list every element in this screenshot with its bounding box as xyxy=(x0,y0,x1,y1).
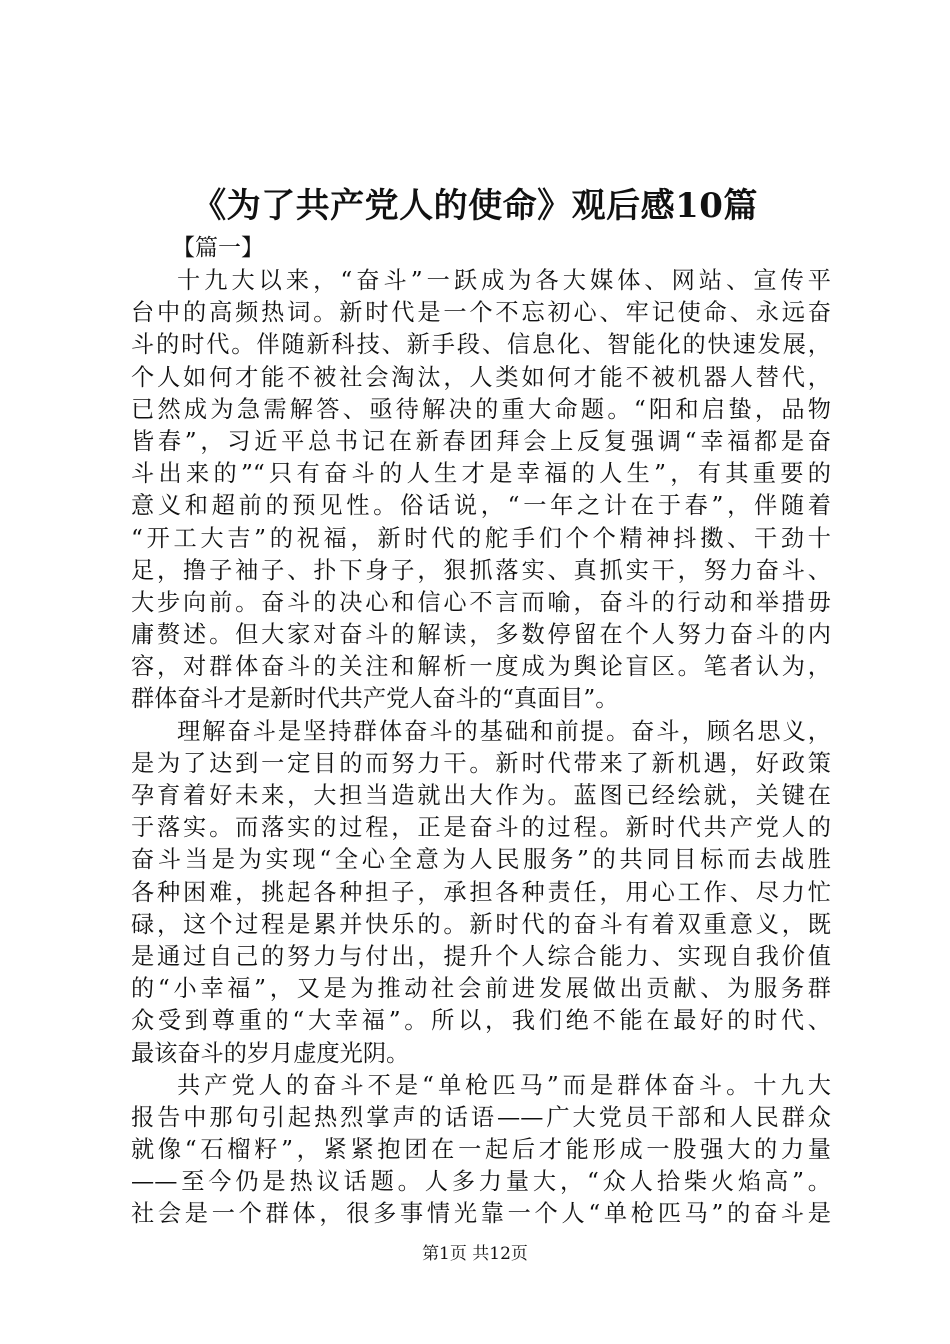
text-line: 是通过自己的努力与付出，提升个人综合能力、实现自我价值 xyxy=(131,942,831,970)
text-line: 容，对群体奋斗的关注和解析一度成为舆论盲区。笔者认为， xyxy=(131,653,831,681)
text-line: 台中的高频热词。新时代是一个不忘初心、牢记使命、永远奋 xyxy=(131,299,831,327)
text-line: 个人如何才能不被社会淘汰，人类如何才能不被机器人替代， xyxy=(131,363,831,391)
text-line: ——至今仍是热议话题。人多力量大，“众人拾柴火焰高”。 xyxy=(131,1168,831,1196)
text-line: 各种困难，挑起各种担子，承担各种责任，用心工作、尽力忙 xyxy=(131,878,831,906)
text-line: 奋斗当是为实现“全心全意为人民服务”的共同目标而去战胜 xyxy=(131,846,831,874)
text-line: 足，撸子袖子、扑下身子，狠抓落实、真抓实干，努力奋斗、 xyxy=(131,556,831,584)
text-line: 社会是一个群体，很多事情光靠一个人“单枪匹马”的奋斗是 xyxy=(131,1200,831,1228)
page-number-footer: 第1页 共12页 xyxy=(422,1244,528,1264)
text-line: 大步向前。奋斗的决心和信心不言而喻，奋斗的行动和举措毋 xyxy=(131,588,831,616)
text-line: “开工大吉”的祝福，新时代的舵手们个个精神抖擞、干劲十 xyxy=(131,524,831,552)
text-line: 是为了达到一定目的而努力干。新时代带来了新机遇，好政策 xyxy=(131,749,831,777)
text-line: 群体奋斗才是新时代共产党人奋斗的“真面目”。 xyxy=(131,685,619,713)
text-line: 于落实。而落实的过程，正是奋斗的过程。新时代共产党人的 xyxy=(131,814,831,842)
text-line: 斗出来的”“只有奋斗的人生才是幸福的人生”，有其重要的 xyxy=(131,460,831,488)
text-line: 孕育着好未来，大担当造就出大作为。蓝图已经绘就，关键在 xyxy=(131,782,831,809)
text-line: 理解奋斗是坚持群体奋斗的基础和前提。奋斗，顾名思义， xyxy=(177,717,831,745)
text-line: 就像“石榴籽”，紧紧抱团在一起后才能形成一股强大的力量 xyxy=(131,1136,831,1164)
body-text xyxy=(131,265,831,1231)
text-line: 庸赘述。但大家对奋斗的解读，多数停留在个人努力奋斗的内 xyxy=(131,621,831,649)
text-line: 报告中那句引起热烈掌声的话语——广大党员干部和人民群众 xyxy=(131,1103,831,1131)
text-line: 共产党人的奋斗不是“单枪匹马”而是群体奋斗。十九大 xyxy=(177,1071,831,1099)
text-line: 的“小幸福”，又是为推动社会前进发展做出贡献、为服务群 xyxy=(131,975,831,1003)
document-title: 《为了共产党人的使命》观后感10篇 xyxy=(192,186,758,226)
text-line: 皆春”，习近平总书记在新春团拜会上反复强调“幸福都是奋 xyxy=(131,427,831,455)
text-line: 意义和超前的预见性。俗话说，“一年之计在于春”，伴随着 xyxy=(131,492,831,520)
text-line: 已然成为急需解答、亟待解决的重大命题。“阳和启蛰，品物 xyxy=(131,395,831,423)
text-line: 十九大以来，“奋斗”一跃成为各大媒体、网站、宣传平 xyxy=(177,267,831,294)
section-heading: 【篇一】 xyxy=(172,235,264,261)
text-line: 众受到尊重的“大幸福”。所以，我们绝不能在最好的时代、 xyxy=(131,1007,831,1035)
text-line: 最该奋斗的岁月虚度光阴。 xyxy=(131,1039,410,1067)
text-line: 碌，这个过程是累并快乐的。新时代的奋斗有着双重意义，既 xyxy=(131,910,831,938)
text-line: 斗的时代。伴随新科技、新手段、信息化、智能化的快速发展， xyxy=(131,331,831,359)
